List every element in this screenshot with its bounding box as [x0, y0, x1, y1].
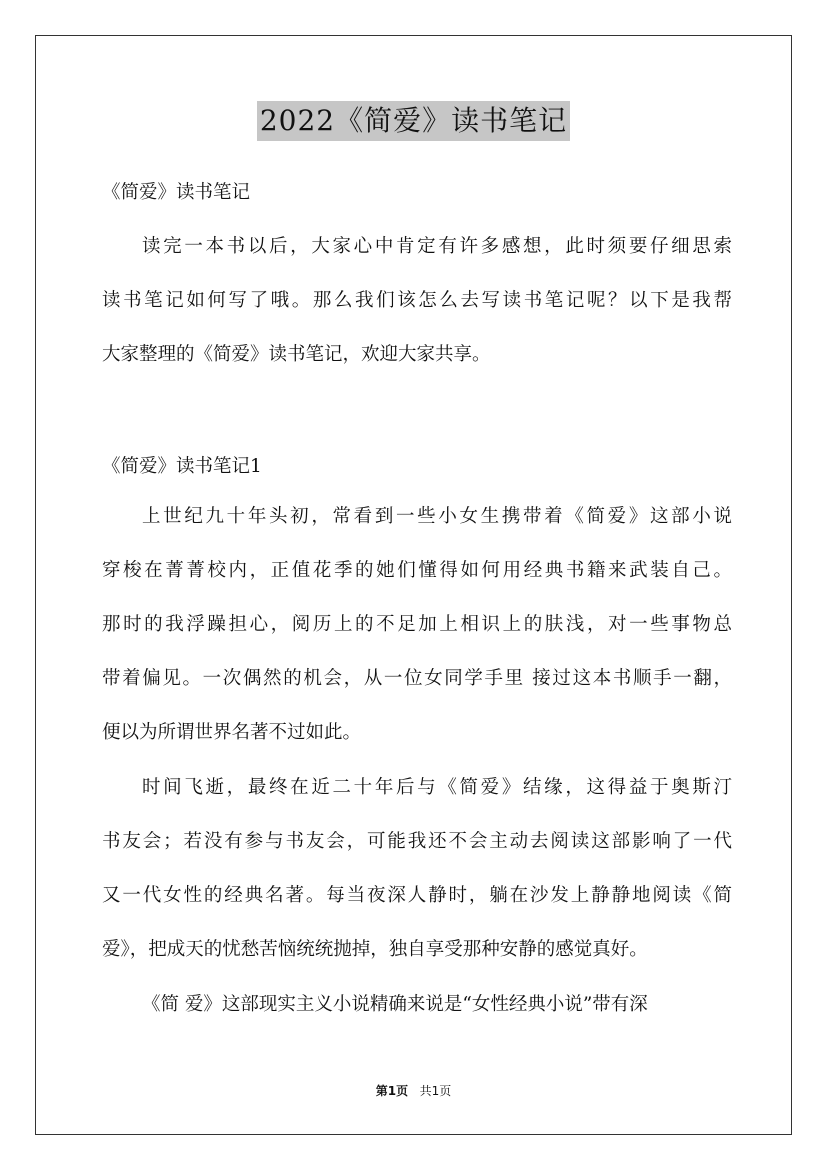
document-title [0, 100, 827, 141]
text-line: 爱》，把成天的忧愁苦恼统统抛掉，独自享受那种安静的感觉真好。 [102, 939, 648, 960]
text-line: 带着偏见。一次偶然的机会，从一位女同学手里 接过这本书顺手一翻， [102, 668, 732, 689]
section1-heading: 《简爱》读书笔记1 [102, 456, 262, 477]
text-line: 那时的我浮躁担心，阅历上的不足加上相识上的肤浅，对一些事物总 [102, 614, 732, 635]
document-title-text: 2022《简爱》读书笔记 [257, 101, 570, 141]
intro-paragraph [102, 220, 732, 382]
section1-paragraph-2 [102, 761, 732, 977]
intro-heading: 《简爱》读书笔记 [102, 182, 251, 203]
text-line: 《简 爱》这部现实主义小说精确来说是“女性经典小说”带有深 [142, 994, 648, 1015]
text-line: 穿梭在菁菁校内，正值花季的她们懂得如何用经典书籍来武装自己。 [102, 560, 732, 581]
text-line: 时间飞逝，最终在近二十年后与《简爱》结缘，这得益于奥斯汀 [142, 777, 732, 798]
text-line: 大家整理的《简爱》读书笔记，欢迎大家共享。 [102, 344, 491, 365]
page-number-total: 共1页 [419, 1084, 452, 1098]
page-number-current: 第1页 [375, 1084, 409, 1098]
text-line: 便以为所谓世界名著不过如此。 [102, 722, 362, 743]
text-line: 又一代女性的经典名著。每当夜深人静时，躺在沙发上静静地阅读《简 [102, 885, 732, 906]
page-footer [0, 1083, 827, 1099]
text-line: 读书笔记如何写了哦。那么我们该怎么去写读书笔记呢？以下是我帮 [102, 290, 732, 311]
text-line: 读完一本书以后，大家心中肯定有许多感想，此时须要仔细思索 [142, 236, 732, 257]
text-line: 书友会；若没有参与书友会，可能我还不会主动去阅读这部影响了一代 [102, 831, 732, 852]
section1-paragraph-1 [102, 490, 732, 760]
text-line: 上世纪九十年头初，常看到一些小女生携带着《简爱》这部小说 [142, 506, 732, 527]
section1-paragraph-3 [102, 978, 732, 1032]
